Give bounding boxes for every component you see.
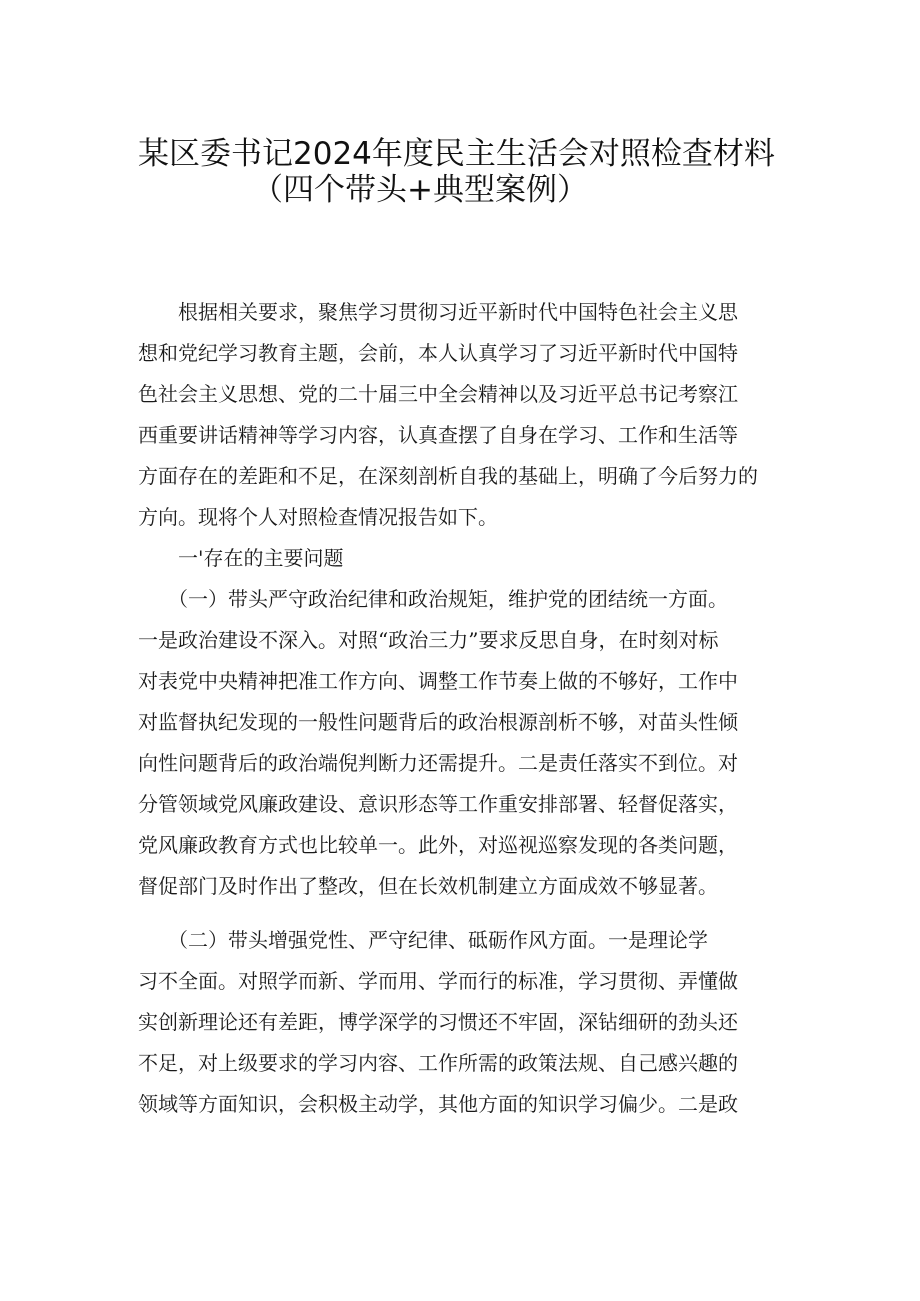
text-line: 想和党纪学习教育主题，会前，本人认真学习了习近平新时代中国特	[138, 341, 738, 365]
text-line: 不足，对上级要求的学习内容、工作所需的政策法规、自己感兴趣的	[138, 1051, 738, 1075]
section-1-paragraph	[138, 579, 798, 907]
document-subtitle: （四个带头+典型案例）	[252, 172, 588, 208]
paragraph-gap	[138, 907, 798, 920]
text-line: 方面存在的差距和不足，在深刻剖析自我的基础上，明确了今后努力的	[138, 464, 758, 488]
text-line: 西重要讲话精神等学习内容，认真查摆了自身在学习、工作和生活等	[138, 423, 738, 447]
text-line: （二）带头增强党性、严守纪律、砥砺作风方面。一是理论学	[138, 928, 708, 952]
section-heading: 一'存在的主要问题	[138, 546, 344, 570]
text-line: 一是政治建设不深入。对照“政治三力”要求反思自身，在时刻对标	[138, 628, 719, 652]
text-line: 对表党中央精神把准工作方向、调整工作节奏上做的不够好，工作中	[138, 669, 738, 693]
text-line: 根据相关要求，聚焦学习贯彻习近平新时代中国特色社会主义思	[138, 300, 738, 324]
text-line: （一）带头严守政治纪律和政治规矩，维护党的团结统一方面。	[138, 587, 728, 611]
text-line: 督促部门及时作出了整改，但在长效机制建立方面成效不够显著。	[138, 874, 718, 898]
document-title: 某区委书记2024年度民主生活会对照检查材料	[138, 136, 775, 172]
text-line: 领域等方面知识，会积极主动学，其他方面的知识学习偏少。二是政	[138, 1092, 738, 1116]
text-line: 向性问题背后的政治端倪判断力还需提升。二是责任落实不到位。对	[138, 751, 738, 775]
intro-paragraph	[138, 292, 798, 538]
text-line: 方向。现将个人对照检查情况报告如下。	[138, 505, 498, 529]
text-line: 党风廉政教育方式也比较单一。此外，对巡视巡察发现的各类问题，	[138, 833, 738, 857]
document-body	[138, 292, 798, 1125]
section-2-paragraph	[138, 920, 798, 1125]
text-line: 分管领域党风廉政建设、意识形态等工作重安排部署、轻督促落实，	[138, 792, 738, 816]
text-line: 对监督执纪发现的一般性问题背后的政治根源剖析不够，对苗头性倾	[138, 710, 738, 734]
text-line: 实创新理论还有差距，博学深学的习惯还不牢固，深钻细研的劲头还	[138, 1010, 738, 1034]
text-line: 色社会主义思想、党的二十届三中全会精神以及习近平总书记考察江	[138, 382, 738, 406]
text-line: 习不全面。对照学而新、学而用、学而行的标准，学习贯彻、弄懂做	[138, 969, 738, 993]
